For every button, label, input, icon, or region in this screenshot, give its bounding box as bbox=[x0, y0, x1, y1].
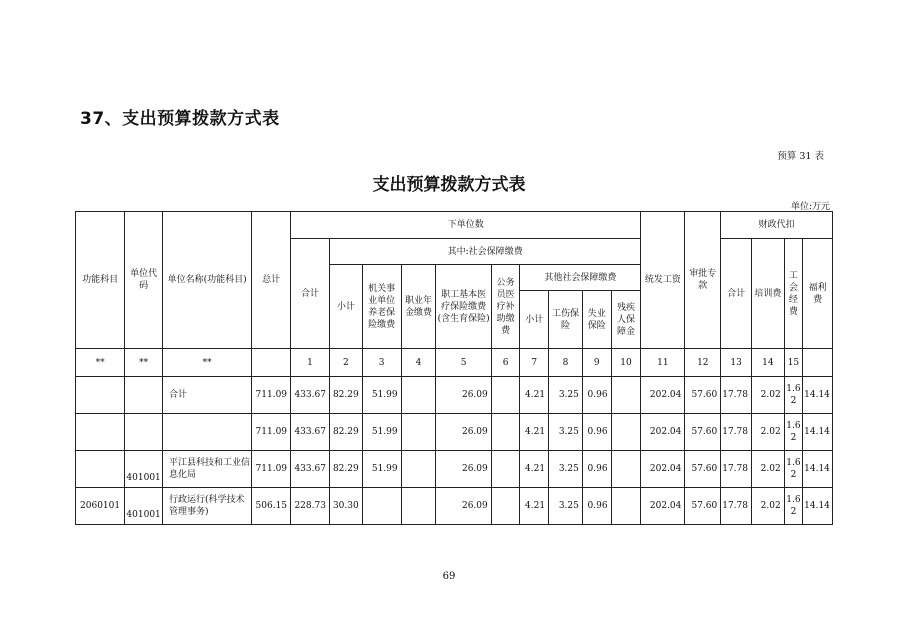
form-number: 预算 31 表 bbox=[777, 151, 824, 162]
budget-allocation-table bbox=[75, 211, 833, 525]
special-cell: 57.60 bbox=[685, 377, 721, 414]
name-cell bbox=[163, 414, 252, 451]
total-cell: 711.09 bbox=[252, 451, 291, 488]
table-row bbox=[76, 488, 833, 525]
header-disability: 残疾人保障金 bbox=[611, 291, 641, 349]
training-cell: 2.02 bbox=[751, 488, 784, 525]
index-cell: 2 bbox=[329, 349, 362, 377]
header-sum: 合计 bbox=[291, 239, 330, 349]
table-title: 支出预算拨款方式表 bbox=[372, 175, 526, 195]
unemployment-cell: 0.96 bbox=[582, 414, 611, 451]
total-cell: 506.15 bbox=[252, 488, 291, 525]
index-cell bbox=[252, 349, 291, 377]
index-row bbox=[76, 349, 833, 377]
disability-cell bbox=[611, 414, 641, 451]
union-cell: 1.62 bbox=[784, 451, 802, 488]
code-cell bbox=[125, 377, 163, 414]
index-cell: 3 bbox=[362, 349, 401, 377]
unit-label: 单位:万元 bbox=[790, 202, 830, 212]
name-cell: 平江县科技和工业信息化局 bbox=[163, 451, 252, 488]
fd-sum-cell: 17.78 bbox=[721, 488, 752, 525]
welfare-cell: 14.14 bbox=[803, 488, 833, 525]
func-cell bbox=[76, 377, 125, 414]
annuity-cell bbox=[401, 414, 436, 451]
header-fiscal-deduction: 财政代扣 bbox=[721, 212, 833, 239]
index-cell: 12 bbox=[685, 349, 721, 377]
sum-cell: 433.67 bbox=[291, 377, 330, 414]
other-subtotal-cell: 4.21 bbox=[520, 488, 549, 525]
ss-subtotal-cell: 82.29 bbox=[329, 451, 362, 488]
medical-cell: 26.09 bbox=[436, 377, 491, 414]
civil-servant-medical-cell bbox=[491, 377, 520, 414]
pension-cell: 51.99 bbox=[362, 414, 401, 451]
injury-cell: 3.25 bbox=[549, 377, 583, 414]
welfare-cell: 14.14 bbox=[803, 451, 833, 488]
annuity-cell bbox=[401, 451, 436, 488]
header-salary: 统发工资 bbox=[641, 212, 685, 349]
fd-sum-cell: 17.78 bbox=[721, 377, 752, 414]
special-cell: 57.60 bbox=[685, 488, 721, 525]
injury-cell: 3.25 bbox=[549, 414, 583, 451]
total-cell: 711.09 bbox=[252, 377, 291, 414]
page-number: 69 bbox=[442, 571, 456, 582]
index-cell: 10 bbox=[611, 349, 641, 377]
index-cell: 15 bbox=[784, 349, 802, 377]
table-row bbox=[76, 451, 833, 488]
welfare-cell: 14.14 bbox=[803, 414, 833, 451]
header-approved-special: 审批专款 bbox=[685, 212, 721, 349]
code-cell: 401001 bbox=[125, 451, 163, 488]
code-cell bbox=[125, 414, 163, 451]
medical-cell: 26.09 bbox=[436, 451, 491, 488]
salary-cell: 202.04 bbox=[641, 377, 685, 414]
name-cell: 合计 bbox=[163, 377, 252, 414]
total-cell: 711.09 bbox=[252, 414, 291, 451]
header-unit-name: 单位名称(功能科目) bbox=[163, 212, 252, 349]
index-cell: 11 bbox=[641, 349, 685, 377]
index-cell: ** bbox=[163, 349, 252, 377]
header-fd-sum: 合计 bbox=[721, 239, 752, 349]
header-total: 总计 bbox=[252, 212, 291, 349]
union-cell: 1.62 bbox=[784, 488, 802, 525]
welfare-cell: 14.14 bbox=[803, 377, 833, 414]
ss-subtotal-cell: 82.29 bbox=[329, 377, 362, 414]
header-lower-unit-pay: 下单位数 bbox=[291, 212, 641, 239]
header-func-subject: 功能科目 bbox=[76, 212, 125, 349]
index-cell: ** bbox=[125, 349, 163, 377]
func-cell: 2060101 bbox=[76, 488, 125, 525]
fd-sum-cell: 17.78 bbox=[721, 414, 752, 451]
training-cell: 2.02 bbox=[751, 414, 784, 451]
injury-cell: 3.25 bbox=[549, 488, 583, 525]
fd-sum-cell: 17.78 bbox=[721, 451, 752, 488]
civil-servant-medical-cell bbox=[491, 451, 520, 488]
header-training: 培训费 bbox=[751, 239, 784, 349]
other-subtotal-cell: 4.21 bbox=[520, 377, 549, 414]
header-unemployment: 失业保险 bbox=[582, 291, 611, 349]
func-cell bbox=[76, 451, 125, 488]
index-cell: 7 bbox=[520, 349, 549, 377]
sum-cell: 433.67 bbox=[291, 414, 330, 451]
salary-cell: 202.04 bbox=[641, 488, 685, 525]
index-cell: 1 bbox=[291, 349, 330, 377]
section-title: 37、支出预算拨款方式表 bbox=[80, 109, 280, 129]
pension-cell: 51.99 bbox=[362, 377, 401, 414]
index-cell: 13 bbox=[721, 349, 752, 377]
salary-cell: 202.04 bbox=[641, 414, 685, 451]
header-injury: 工伤保险 bbox=[549, 291, 583, 349]
disability-cell bbox=[611, 377, 641, 414]
header-civil-servant-medical: 公务员医疗补助缴费 bbox=[491, 265, 520, 349]
salary-cell: 202.04 bbox=[641, 451, 685, 488]
index-cell bbox=[803, 349, 833, 377]
unemployment-cell: 0.96 bbox=[582, 488, 611, 525]
disability-cell bbox=[611, 451, 641, 488]
name-cell: 行政运行(科学技术管理事务) bbox=[163, 488, 252, 525]
header-other-subtotal: 小计 bbox=[520, 291, 549, 349]
ss-subtotal-cell: 30.30 bbox=[329, 488, 362, 525]
header-welfare: 福利费 bbox=[803, 239, 833, 349]
index-cell: 8 bbox=[549, 349, 583, 377]
medical-cell: 26.09 bbox=[436, 488, 491, 525]
medical-cell: 26.09 bbox=[436, 414, 491, 451]
unemployment-cell: 0.96 bbox=[582, 451, 611, 488]
union-cell: 1.62 bbox=[784, 377, 802, 414]
func-cell bbox=[76, 414, 125, 451]
annuity-cell bbox=[401, 377, 436, 414]
table-row bbox=[76, 377, 833, 414]
index-cell: 4 bbox=[401, 349, 436, 377]
pension-cell: 51.99 bbox=[362, 451, 401, 488]
index-cell: ** bbox=[76, 349, 125, 377]
index-cell: 14 bbox=[751, 349, 784, 377]
index-cell: 5 bbox=[436, 349, 491, 377]
header-pension: 机关事业单位养老保险缴费 bbox=[362, 265, 401, 349]
special-cell: 57.60 bbox=[685, 451, 721, 488]
header-annuity: 职业年金缴费 bbox=[401, 265, 436, 349]
pension-cell bbox=[362, 488, 401, 525]
training-cell: 2.02 bbox=[751, 377, 784, 414]
header-medical: 职工基本医疗保险缴费(含生育保险) bbox=[436, 265, 491, 349]
table-row bbox=[76, 414, 833, 451]
code-cell: 401001 bbox=[125, 488, 163, 525]
disability-cell bbox=[611, 488, 641, 525]
injury-cell: 3.25 bbox=[549, 451, 583, 488]
special-cell: 57.60 bbox=[685, 414, 721, 451]
index-cell: 6 bbox=[491, 349, 520, 377]
sum-cell: 228.73 bbox=[291, 488, 330, 525]
training-cell: 2.02 bbox=[751, 451, 784, 488]
header-social-security: 其中:社会保障缴费 bbox=[329, 239, 640, 265]
unemployment-cell: 0.96 bbox=[582, 377, 611, 414]
civil-servant-medical-cell bbox=[491, 488, 520, 525]
sum-cell: 433.67 bbox=[291, 451, 330, 488]
header-other-ss: 其他社会保障缴费 bbox=[520, 265, 641, 291]
civil-servant-medical-cell bbox=[491, 414, 520, 451]
header-ss-subtotal: 小计 bbox=[329, 265, 362, 349]
header-unit-code: 单位代码 bbox=[125, 212, 163, 349]
annuity-cell bbox=[401, 488, 436, 525]
union-cell: 1.62 bbox=[784, 414, 802, 451]
other-subtotal-cell: 4.21 bbox=[520, 414, 549, 451]
other-subtotal-cell: 4.21 bbox=[520, 451, 549, 488]
index-cell: 9 bbox=[582, 349, 611, 377]
ss-subtotal-cell: 82.29 bbox=[329, 414, 362, 451]
header-union: 工会经费 bbox=[784, 239, 802, 349]
